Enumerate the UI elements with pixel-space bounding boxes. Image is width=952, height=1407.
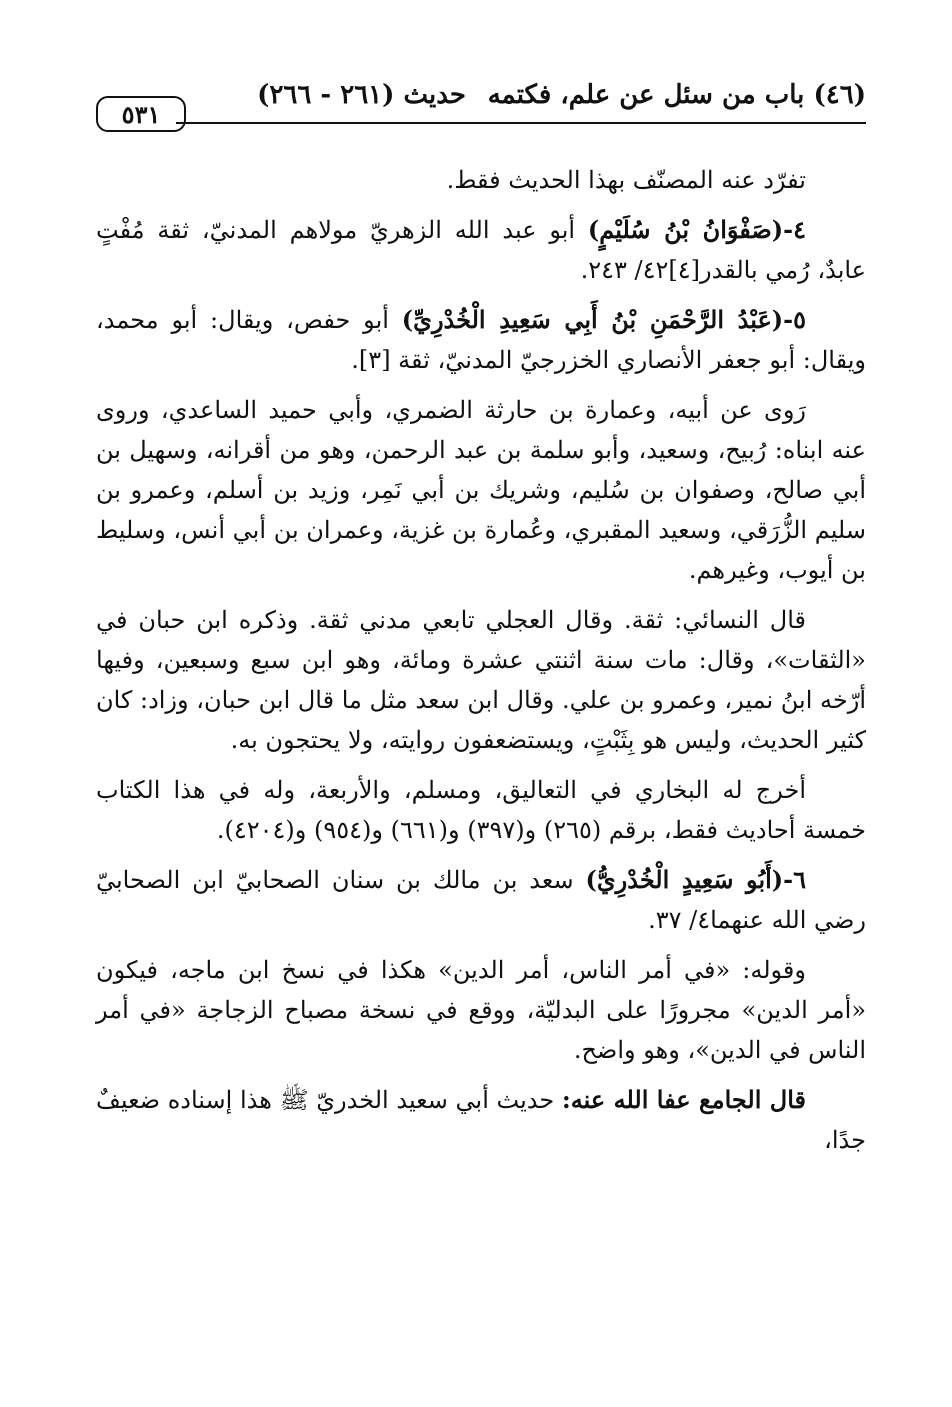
compiler-text: حديث أبي سعيد الخدريّ ﷺ هذا إسناده ضعيفٌ جدًا، <box>96 1086 866 1154</box>
paragraph-variant <box>96 950 866 1070</box>
chapter-title: (٤٦) باب من سئل عن علم، فكتمه <box>487 80 866 110</box>
paragraph-compiler <box>96 1080 866 1160</box>
paragraph-1-text: تفرّد عنه المصنّف بهذا الحديث فقط. <box>446 166 806 194</box>
narrator-6 <box>96 860 866 940</box>
paragraph-grading <box>96 600 866 760</box>
running-header <box>96 80 866 128</box>
narrator-4-name: ٤-(صَفْوَانُ بْنُ سُلَيْمٍ) <box>587 215 806 244</box>
page-number: ٥٣١ <box>96 96 186 132</box>
hadith-range: حديث (٢٦١ - ٢٦٦) <box>257 80 466 110</box>
header-rule <box>176 122 866 124</box>
narrator-6-name: ٦-(أَبُو سَعِيدٍ الْخُدْرِيُّ) <box>585 865 806 894</box>
narrator-5 <box>96 300 866 380</box>
narrator-5-name: ٥-(عَبْدُ الرَّحْمَنِ بْنُ أَبِي سَعِيدِ الْخُدْرِيِّ) <box>401 305 806 334</box>
paragraph-variant-text: وقوله: «في أمر الناس، أمر الدين» هكذا في نسخ ابن ماجه، فيكون «أمر الدين» مجرورًا على البدليّة، ووقع في نسخة مصباح الزجاجة «في أمر الناس في الدين»، وهو واضح. <box>96 956 866 1064</box>
paragraph-1 <box>96 160 866 200</box>
paragraph-narrations-text: رَوى عن أبيه، وعمارة بن حارثة الضمري، وأبي حميد الساعدي، وروى عنه ابناه: رُبيح، وسعيد، وأبو سلمة بن عبد الرحمن، وهو من أقرانه، وسهيل بن أبي صالح، وصفوان بن سُليم، وشريك بن أبي نَمِر، وزيد بن أسلم، وعمرو بن سليم الزُّرَقي، وسعيد المقبري، وعُمارة بن غزية، وعمران بن أبي أنس، وسليط بن أيوب، وغيرهم. <box>96 396 866 584</box>
narrator-6-text: سعد بن مالك بن سنان الصحابيّ ابن الصحابيّ رضي الله عنهما٤/ ٣٧. <box>96 866 866 934</box>
paragraph-sources-text: أخرج له البخاري في التعاليق، ومسلم، والأربعة، وله في هذا الكتاب خمسة أحاديث فقط، برقم (٢٦٥) و(٣٩٧) و(٦٦١) و(٩٥٤) و(٤٢٠٤). <box>96 776 866 844</box>
narrator-4-text: أبو عبد الله الزهريّ مولاهم المدنيّ، ثقة مُفْتٍ عابدٌ، رُمي بالقدر[٤]٤٢/ ٢٤٣. <box>96 216 866 284</box>
paragraph-narrations <box>96 390 866 590</box>
paragraph-sources <box>96 770 866 850</box>
compiler-lead: قال الجامع عفا الله عنه: <box>561 1085 806 1114</box>
paragraph-grading-text: قال النسائي: ثقة. وقال العجلي تابعي مدني ثقة. وذكره ابن حبان في «الثقات»، وقال: مات سنة اثنتي عشرة ومائة، وهو ابن سبع وسبعين، وفيها أرّخه ابنُ نمير، وعمرو بن علي. وقال ابن سعد مثل ما قال ابن حبان، وزاد: كان كثير الحديث، وليس هو بِثَبْتٍ، ويستضعفون روايته، ولا يحتجون به. <box>95 606 866 754</box>
page-body <box>96 160 866 1170</box>
narrator-4 <box>96 210 866 290</box>
narrator-5-text: أبو حفص، ويقال: أبو محمد، ويقال: أبو جعفر الأنصاري الخزرجيّ المدنيّ، ثقة [٣]. <box>96 306 866 374</box>
